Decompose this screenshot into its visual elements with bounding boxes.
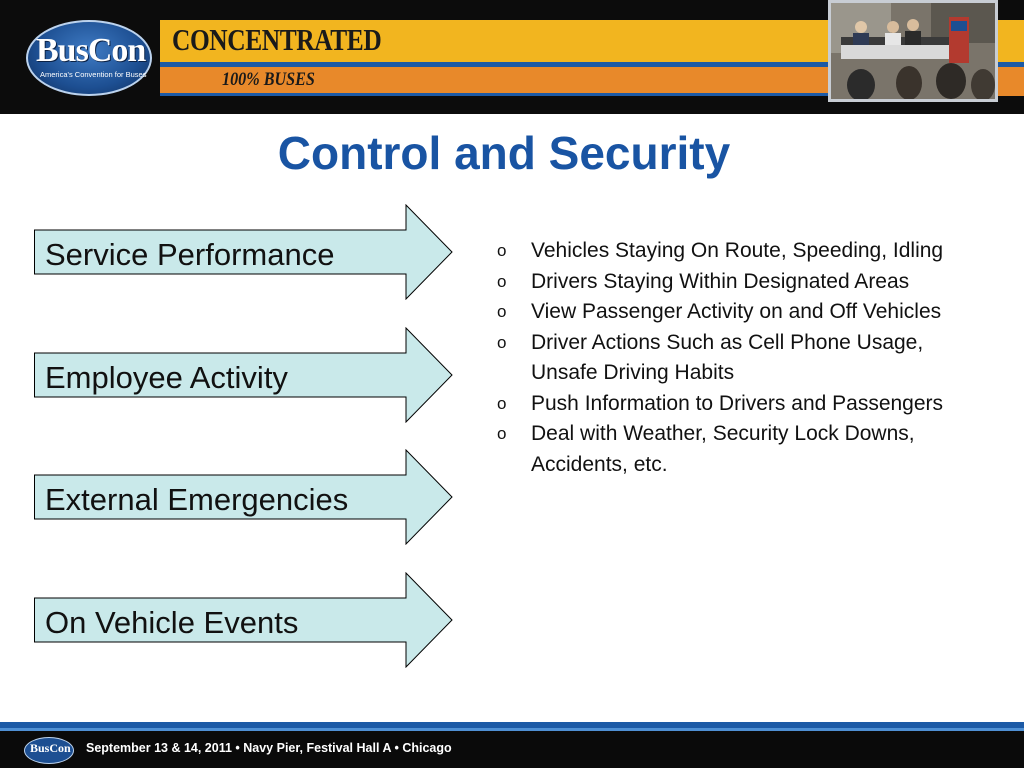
header-banner: [0, 0, 1024, 114]
list-item: [497, 236, 987, 267]
list-item: [497, 389, 987, 420]
bullet-marker: o: [497, 271, 507, 291]
header-tagline: CONCENTRATED: [172, 22, 382, 57]
footer-logo-text: BusCon: [30, 741, 71, 755]
bullet-marker: o: [497, 302, 507, 321]
buscon-logo: [0, 0, 160, 114]
list-item: [497, 267, 987, 298]
bullet-marker: o: [497, 424, 507, 443]
bullet-text: Push Information to Drivers and Passengers: [531, 391, 944, 415]
bullet-marker: o: [497, 241, 507, 260]
page-title: Control and Security: [277, 127, 731, 179]
arrow-shape: [34, 572, 454, 668]
bullet-list: [497, 236, 987, 480]
footer-bar: [0, 731, 1024, 768]
arrow-shape: [34, 204, 454, 300]
header-blue-line-bottom: [160, 93, 828, 96]
bullet-text: View Passenger Activity on and Off Vehicles: [531, 300, 942, 323]
header-right-line: [998, 62, 1024, 67]
conference-photo-image: [831, 3, 995, 99]
list-item: [497, 419, 987, 480]
footer-event-info: September 13 & 14, 2011 • Navy Pier, Festival Hall A • Chicago: [86, 741, 452, 755]
arrow-label: Service Performance: [45, 237, 335, 272]
bullet-marker: o: [497, 332, 507, 352]
conference-photo: [828, 0, 998, 102]
list-item: [497, 328, 987, 389]
header-right-band-top: [998, 20, 1024, 62]
arrow-shape: [34, 327, 454, 423]
bullet-text: Driver Actions Such as Cell Phone Usage, Unsafe Driving Habits: [531, 330, 924, 384]
list-item: [497, 297, 987, 328]
logo-text: BusCon: [36, 32, 146, 69]
arrow-label: On Vehicle Events: [45, 605, 299, 640]
logo-subtitle: America's Convention for Buses: [40, 70, 147, 79]
bullet-text: Drivers Staying Within Designated Areas: [531, 269, 910, 293]
arrow-label: External Emergencies: [45, 482, 349, 517]
bullet-marker: o: [497, 393, 507, 413]
arrow-shape: [34, 449, 454, 545]
bullet-text: Deal with Weather, Security Lock Downs, Accidents, etc.: [531, 422, 915, 476]
arrow-label: Employee Activity: [45, 360, 288, 395]
bullet-text: Vehicles Staying On Route, Speeding, Idling: [531, 239, 944, 262]
header-subtagline: 100% BUSES: [222, 69, 315, 90]
